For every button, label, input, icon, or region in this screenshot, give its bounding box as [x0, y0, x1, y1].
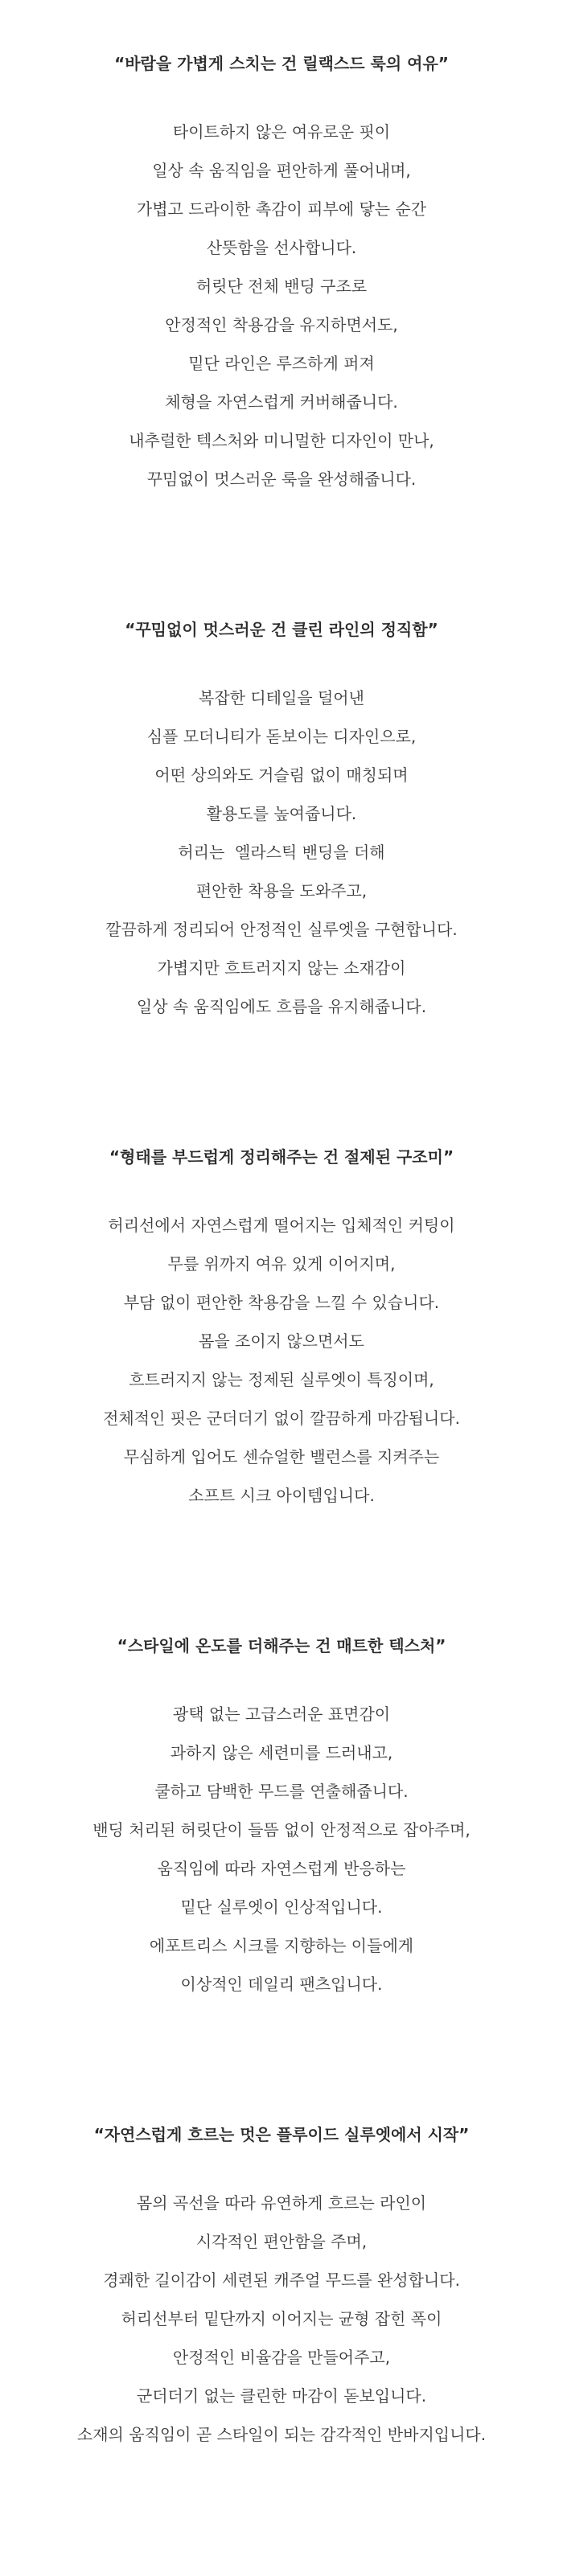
- body-text-line: 무심하게 입어도 센슈얼한 밸런스를 지켜주는: [123, 1447, 440, 1466]
- description-section: [0, 51, 563, 498]
- body-text-line: 부담 없이 편안한 착용감을 느낄 수 있습니다.: [123, 1293, 440, 1312]
- body-text-line: 안정적인 비율감을 만들어주고,: [172, 2348, 391, 2367]
- description-section: [0, 1145, 563, 1515]
- body-text-line: 소프트 시크 아이템입니다.: [188, 1486, 375, 1505]
- body-text-line: 전체적인 핏은 군더더기 없이 깔끔하게 마감됩니다.: [103, 1409, 460, 1428]
- section-title: “형태를 부드럽게 정리해주는 건 절제된 구조미”: [109, 1147, 454, 1167]
- section-body: [0, 679, 563, 1026]
- description-section: [0, 617, 563, 1026]
- body-text-line: 꾸밈없이 멋스러운 룩을 완성해줍니다.: [146, 470, 417, 489]
- body-text-line: 안정적인 착용감을 유지하면서도,: [165, 315, 398, 334]
- body-text-line: 활용도를 높여줍니다.: [206, 804, 357, 823]
- body-text-line: 깔끔하게 정리되어 안정적인 실루엣을 구현합니다.: [105, 920, 458, 939]
- description-section: [0, 2123, 563, 2454]
- body-text-line: 밴딩 처리된 허릿단이 들뜸 없이 안정적으로 잡아주며,: [92, 1820, 471, 1840]
- body-text-line: 가볍지만 흐트러지지 않는 소재감이: [157, 958, 406, 978]
- body-text-line: 일상 속 움직임을 편안하게 풀어내며,: [152, 161, 411, 180]
- body-text-line: 경쾌한 길이감이 세련된 캐주얼 무드를 완성합니다.: [103, 2270, 460, 2290]
- section-title: “바람을 가볍게 스치는 건 릴랙스드 룩의 여유”: [114, 54, 449, 73]
- section-body: [0, 1206, 563, 1515]
- section-body: [0, 2184, 563, 2454]
- body-text-line: 무릎 위까지 여유 있게 이어지며,: [167, 1254, 396, 1274]
- section-body: [0, 1695, 563, 2004]
- description-sections: [0, 51, 563, 2454]
- body-text-line: 몸을 조이지 않으면서도: [199, 1331, 364, 1351]
- body-text-line: 체형을 자연스럽게 커버해줍니다.: [165, 392, 398, 412]
- body-text-line: 허리선에서 자연스럽게 떨어지는 입체적인 커팅이: [108, 1216, 455, 1235]
- body-text-line: 허리는 엘라스틱 밴딩을 더해: [178, 843, 385, 862]
- body-text-line: 복잡한 디테일을 덜어낸: [199, 688, 364, 708]
- body-text-line: 내추럴한 텍스처와 미니멀한 디자인이 만나,: [129, 431, 434, 450]
- section-title: “자연스럽게 흐르는 멋은 플루이드 실루엣에서 시작”: [93, 2125, 470, 2144]
- body-text-line: 허리선부터 밑단까지 이어지는 균형 잡힌 폭이: [121, 2309, 442, 2328]
- body-text-line: 흐트러지지 않는 정제된 실루엣이 특징이며,: [129, 1370, 434, 1389]
- body-text-line: 밑단 실루엣이 인상적입니다.: [180, 1897, 383, 1917]
- body-text-line: 어떤 상의와도 거슬림 없이 매칭되며: [154, 765, 409, 785]
- body-text-line: 이상적인 데일리 팬츠입니다.: [180, 1975, 383, 1994]
- body-text-line: 심플 모더니티가 돋보이는 디자인으로,: [146, 727, 417, 746]
- body-text-line: 산뜻함을 선사합니다.: [206, 238, 357, 257]
- body-text-line: 에포트리스 시크를 지향하는 이들에게: [149, 1936, 414, 1955]
- body-text-line: 군더더기 없는 클린한 마감이 돋보입니다.: [136, 2386, 427, 2406]
- body-text-line: 과하지 않은 세련미를 드러내고,: [170, 1743, 393, 1762]
- body-text-line: 광택 없는 고급스러운 표면감이: [172, 1704, 391, 1724]
- body-text-line: 가볍고 드라이한 촉감이 피부에 닿는 순간: [136, 199, 427, 219]
- body-text-line: 허릿단 전체 밴딩 구조로: [195, 277, 368, 296]
- description-section: [0, 1634, 563, 2004]
- body-text-line: 밑단 라인은 루즈하게 퍼져: [188, 354, 375, 373]
- body-text-line: 소재의 움직임이 곧 스타일이 되는 감각적인 반바지입니다.: [76, 2425, 487, 2444]
- body-text-line: 쿨하고 담백한 무드를 연출해줍니다.: [154, 1782, 409, 1801]
- section-title: “스타일에 온도를 더해주는 건 매트한 텍스처”: [117, 1636, 446, 1655]
- body-text-line: 일상 속 움직임에도 흐름을 유지해줍니다.: [136, 997, 427, 1016]
- section-body: [0, 113, 563, 498]
- body-text-line: 시각적인 편안함을 주며,: [195, 2232, 368, 2251]
- body-text-line: 타이트하지 않은 여유로운 핏이: [172, 122, 391, 142]
- body-text-line: 편안한 착용을 도와주고,: [195, 881, 368, 900]
- section-title: “꾸밈없이 멋스러운 건 클린 라인의 정직함”: [125, 620, 438, 639]
- body-text-line: 몸의 곡선을 따라 유연하게 흐르는 라인이: [136, 2193, 427, 2213]
- body-text-line: 움직임에 따라 자연스럽게 반응하는: [157, 1859, 406, 1878]
